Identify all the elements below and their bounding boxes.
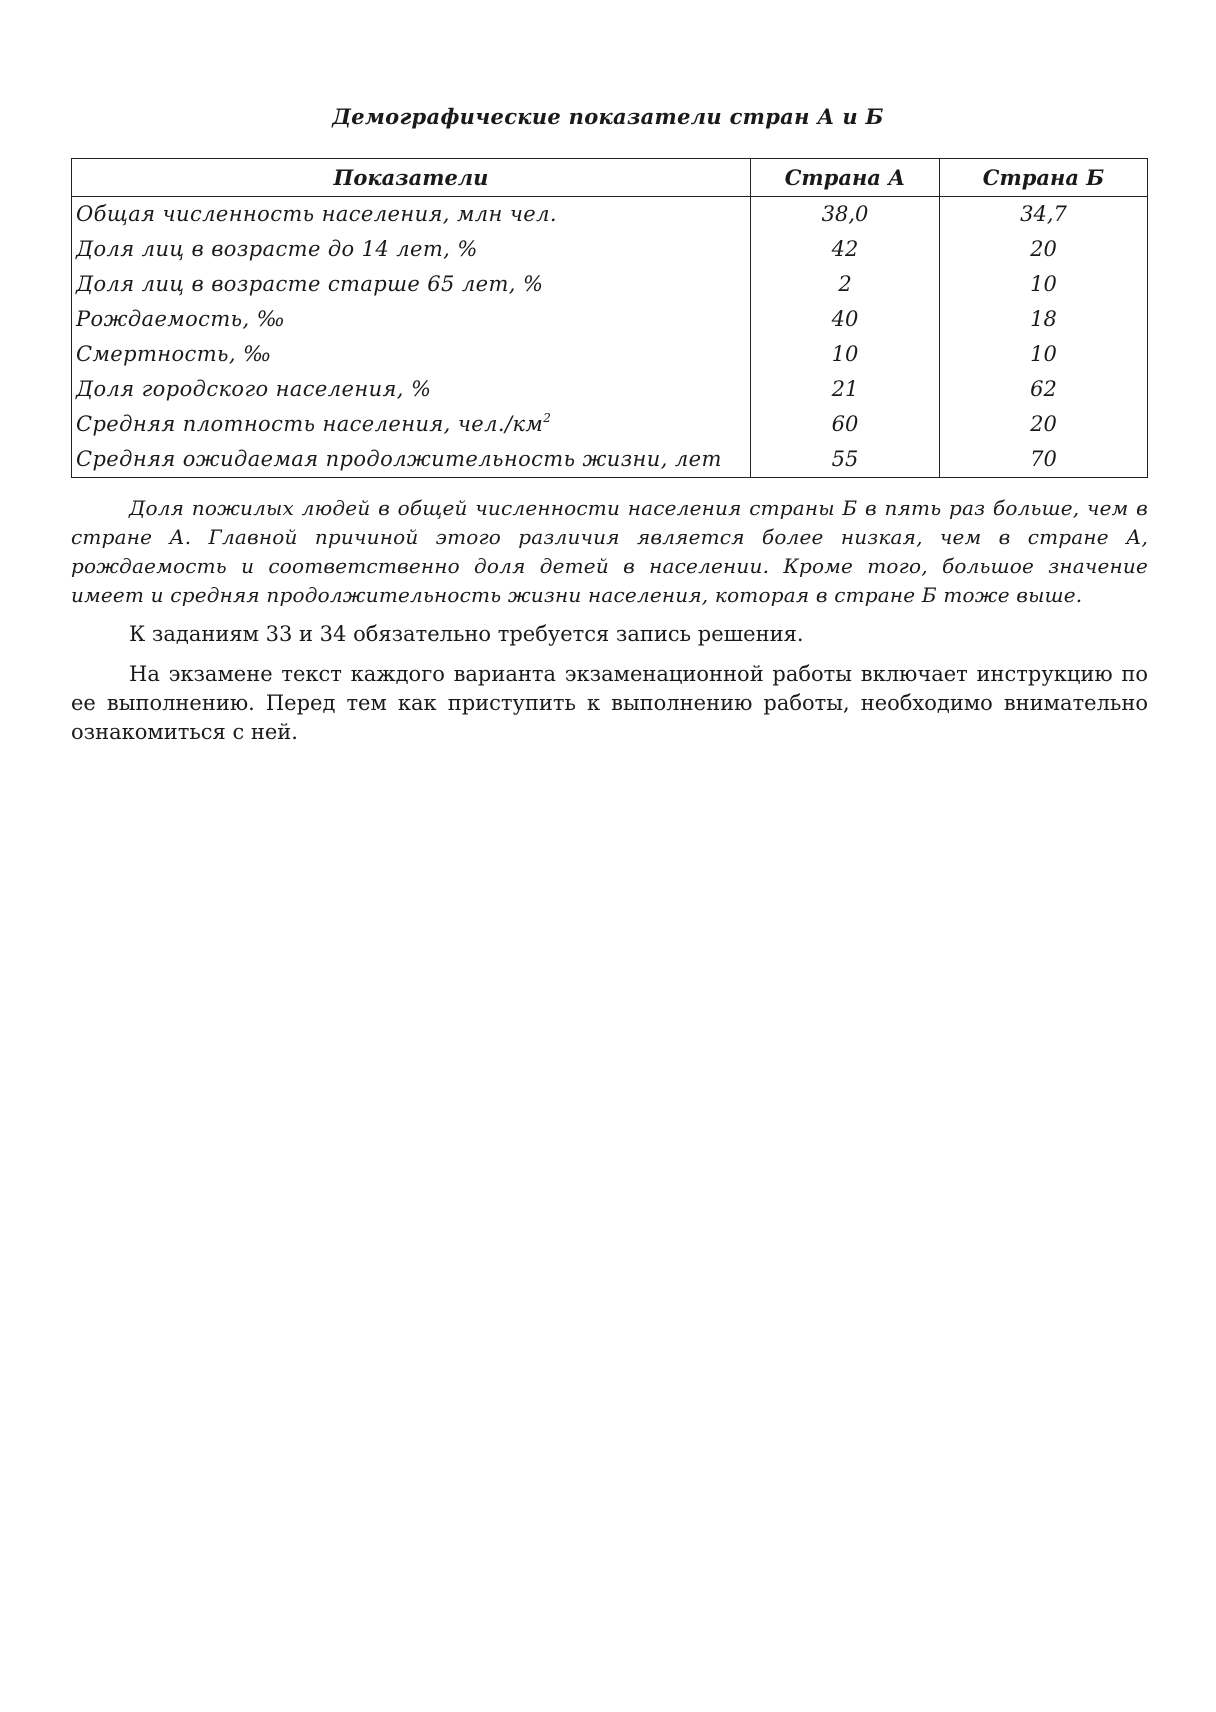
row-label: Доля городского населения, % [72, 372, 751, 407]
note-exam-paragraph: На экзамене текст каждого варианта экзаменационной работы включает инструкцию по ее выполнению. Перед тем как приступить к выполнению работы, необходимо внимательно ознакомиться с ней. [71, 662, 1148, 744]
header-country-b: Страна Б [940, 159, 1148, 197]
table-header-row [72, 159, 1148, 197]
row-label: Доля лиц в возрасте старше 65 лет, % [72, 267, 751, 302]
answer-paragraph: Доля пожилых людей в общей численности населения страны Б в пять раз больше, чем в стране А. Главной причиной этого различия является более низкая, чем в стране А, рождаемость и соответственно доля детей в населении. Кроме того, большое значение имеет и средняя продолжительность жизни населения, которая в стране Б тоже выше. [71, 496, 1148, 607]
table-row [72, 267, 1148, 302]
value-country-b: 20 [940, 407, 1148, 442]
row-label: Средняя ожидаемая продолжительность жизни, лет [72, 442, 751, 478]
value-country-a: 38,0 [751, 197, 940, 233]
value-country-b: 10 [940, 267, 1148, 302]
table-row [72, 232, 1148, 267]
table-title: Демографические показатели стран А и Б [332, 104, 884, 129]
value-country-b: 18 [940, 302, 1148, 337]
row-label-cell [72, 407, 751, 442]
superscript-square: 2 [543, 411, 552, 425]
value-country-a: 2 [751, 267, 940, 302]
value-country-a: 42 [751, 232, 940, 267]
row-label: Средняя плотность населения, чел./км [76, 412, 544, 436]
table-row [72, 197, 1148, 233]
table-row [72, 302, 1148, 337]
table-row [72, 442, 1148, 478]
value-country-b: 62 [940, 372, 1148, 407]
demographics-table [71, 158, 1148, 478]
table-row [72, 337, 1148, 372]
value-country-a: 55 [751, 442, 940, 478]
value-country-a: 10 [751, 337, 940, 372]
table-row [72, 372, 1148, 407]
header-country-a: Страна А [751, 159, 940, 197]
row-label: Смертность, ‰ [72, 337, 751, 372]
row-label: Общая численность населения, млн чел. [72, 197, 751, 233]
value-country-a: 21 [751, 372, 940, 407]
value-country-a: 60 [751, 407, 940, 442]
value-country-b: 34,7 [940, 197, 1148, 233]
header-indicators: Показатели [72, 159, 751, 197]
note-tasks-paragraph: К заданиям 33 и 34 обязательно требуется запись решения. [129, 622, 804, 646]
row-label: Доля лиц в возрасте до 14 лет, % [72, 232, 751, 267]
value-country-b: 10 [940, 337, 1148, 372]
row-label: Рождаемость, ‰ [72, 302, 751, 337]
table-row [72, 407, 1148, 442]
value-country-b: 20 [940, 232, 1148, 267]
value-country-a: 40 [751, 302, 940, 337]
value-country-b: 70 [940, 442, 1148, 478]
